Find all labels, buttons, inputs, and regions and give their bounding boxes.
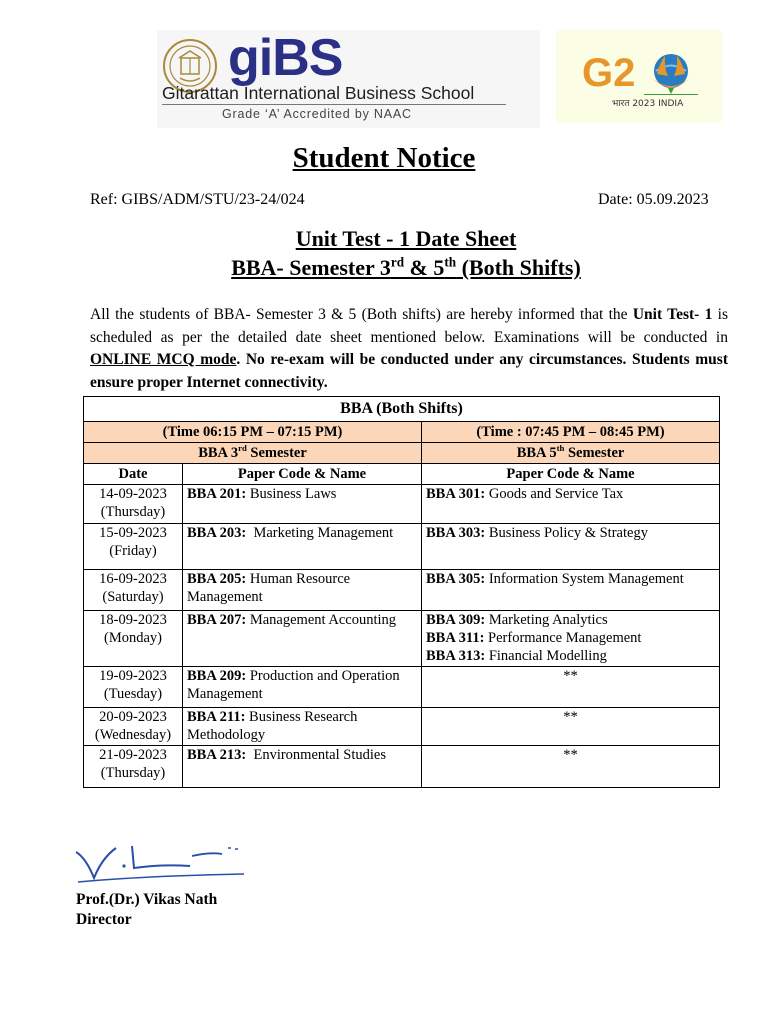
paper-right: ** [422, 667, 720, 708]
logo-divider [162, 104, 506, 105]
accreditation-text: Grade ‘A’ Accredited by NAAC [222, 107, 412, 121]
paper-left: BBA 213: Environmental Studies [183, 746, 422, 788]
signatory-name: Prof.(Dr.) Vikas Nath [76, 891, 218, 908]
paper-line: BBA 313: Financial Modelling [426, 648, 607, 664]
time-slot-left: (Time 06:15 PM – 07:15 PM) [84, 422, 422, 443]
exam-date: 19-09-2023 (Tuesday) [84, 667, 183, 708]
paper-right: ** [422, 746, 720, 788]
paper-right: BBA 303: Business Policy & Strategy [422, 524, 720, 570]
exam-date: 16-09-2023 (Saturday) [84, 570, 183, 611]
exam-date: 20-09-2023 (Wednesday) [84, 708, 183, 746]
paper-left: BBA 201: Business Laws [183, 485, 422, 524]
signatory-designation: Director [76, 911, 132, 928]
semester-right-header: BBA 5th Semester [422, 443, 720, 464]
table-title: BBA (Both Shifts) [84, 397, 720, 422]
intro-paragraph: All the students of BBA- Semester 3 & 5 (Both shifts) are hereby informed that the Unit Test- 1 is scheduled as per the detailed date sheet mentioned below. Examinations will be conducted in ONLINE MCQ mode. No re-exam will be conducted under any circumstances. Students must ensure proper Internet connectivity. [90, 306, 728, 391]
paper-left: BBA 203: Marketing Management [183, 524, 422, 570]
paper-left: BBA 207: Management Accounting [183, 611, 422, 667]
column-header-date: Date [84, 464, 183, 485]
column-header-paper-right: Paper Code & Name [422, 464, 720, 485]
notice-title: Student Notice [292, 142, 476, 174]
date-sheet-title: Unit Test - 1 Date Sheet [295, 226, 517, 251]
paper-line: BBA 311: Performance Management [426, 630, 642, 646]
gibs-wordmark: giBS [228, 29, 343, 87]
semester-left-header: BBA 3rd Semester [84, 443, 422, 464]
paper-right: ** [422, 708, 720, 746]
table-row [84, 746, 720, 788]
director-signature [72, 832, 252, 892]
paper-left: BBA 211: Business Research Methodology [183, 708, 422, 746]
paper-right: BBA 305: Information System Management [422, 570, 720, 611]
paper-right: BBA 301: Goods and Service Tax [422, 485, 720, 524]
table-row [84, 485, 720, 524]
paper-right [422, 611, 720, 667]
time-slot-right: (Time : 07:45 PM – 08:45 PM) [422, 422, 720, 443]
g20-emblem-icon [556, 30, 722, 123]
exam-date: 21-09-2023 (Thursday) [84, 746, 183, 788]
table-row [84, 611, 720, 667]
exam-date: 14-09-2023 (Thursday) [84, 485, 183, 524]
institution-name: Gitarattan International Business School [162, 83, 475, 103]
date-sheet-table [83, 396, 720, 788]
paper-line: BBA 309: Marketing Analytics [426, 612, 608, 628]
g20-caption: भारत 2023 INDIA [612, 99, 684, 109]
exam-date: 18-09-2023 (Monday) [84, 611, 183, 667]
table-row [84, 667, 720, 708]
notice-date: Date: 05.09.2023 [598, 191, 709, 208]
column-header-paper-left: Paper Code & Name [183, 464, 422, 485]
paper-left: BBA 209: Production and Operation Management [183, 667, 422, 708]
semester-title: BBA- Semester 3rd & 5th (Both Shifts) [231, 254, 581, 280]
reference-number: Ref: GIBS/ADM/STU/23-24/024 [90, 191, 305, 208]
svg-text:G2: G2 [582, 51, 636, 95]
table-row [84, 708, 720, 746]
exam-date: 15-09-2023 (Friday) [84, 524, 183, 570]
g20-logo [556, 30, 722, 123]
paper-left: BBA 205: Human Resource Management [183, 570, 422, 611]
table-row [84, 524, 720, 570]
table-row [84, 570, 720, 611]
